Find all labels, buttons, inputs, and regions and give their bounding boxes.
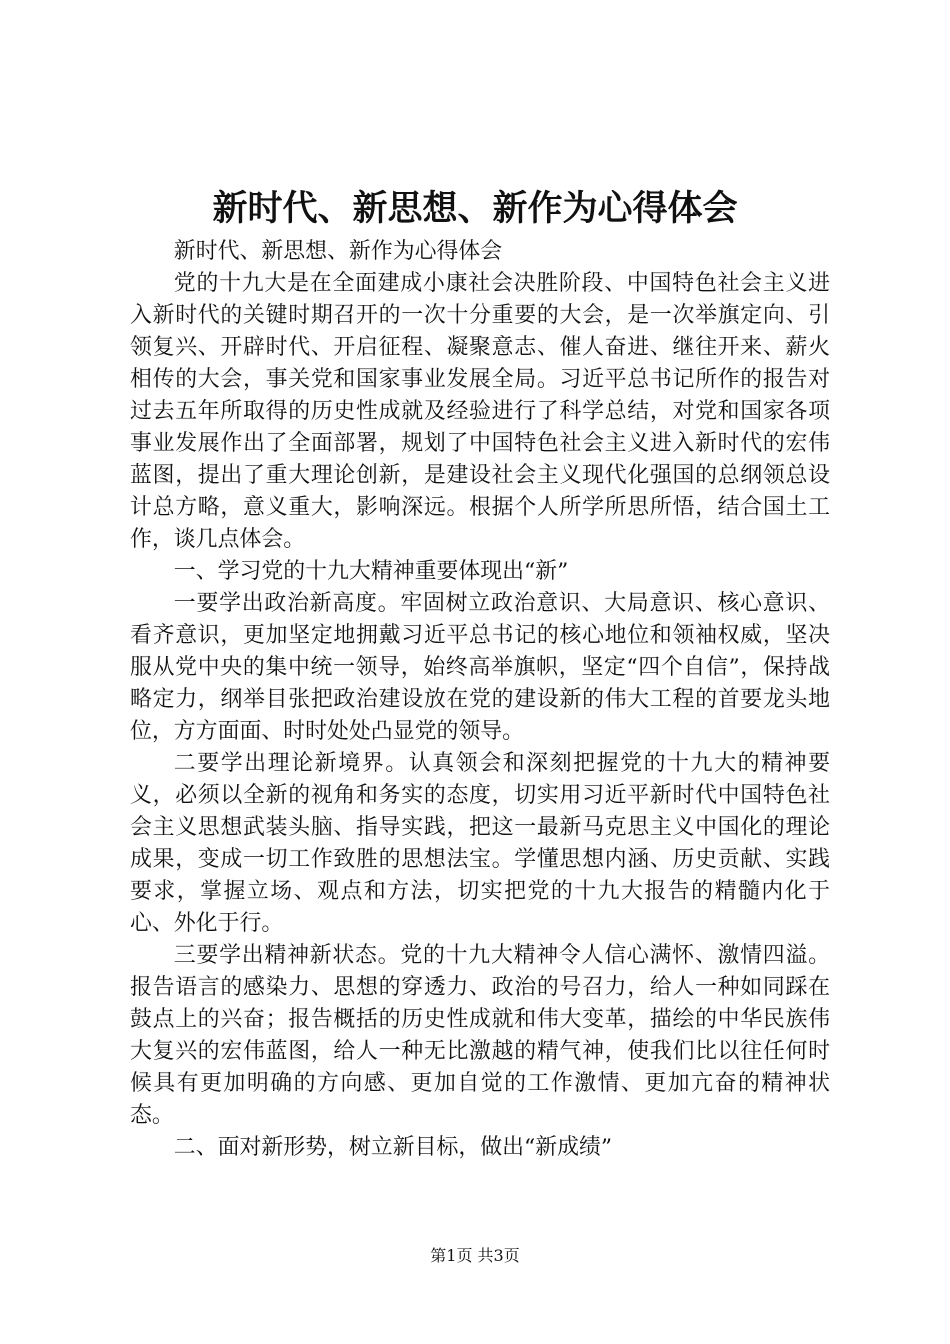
- paragraph-theory: 二要学出理论新境界。认真领会和深刻把握党的十九大的精神要义，必须以全新的视角和务实的态度，切实用习近平新时代中国特色社会主义思想武装头脑、指导实践，把这一最新马克思主义中国化的理论成果，变成一切工作致胜的思想法宝。学懂思想内涵、历史贡献、实践要求，掌握立场、观点和方法，切实把党的十九大报告的精髓内化于心、外化于行。: [130, 751, 830, 936]
- section-heading-1: 一、学习党的十九大精神重要体现出“新”: [173, 559, 569, 584]
- section-heading-2: 二、面对新形势，树立新目标，做出“新成绩”: [173, 1135, 613, 1160]
- document-title: 新时代、新思想、新作为心得体会: [212, 188, 738, 229]
- page-number-footer: 第1页 共3页: [430, 1246, 520, 1265]
- paragraph-spirit: 三要学出精神新状态。党的十九大精神令人信心满怀、激情四溢。报告语言的感染力、思想的穿透力、政治的号召力，给人一种如同踩在鼓点上的兴奋；报告概括的历史性成就和伟大变革，描绘的中华民族伟大复兴的宏伟蓝图，给人一种无比激越的精气神，使我们比以往任何时候具有更加明确的方向感、更加自觉的工作激情、更加亢奋的精神状态。: [130, 943, 830, 1128]
- paragraph-political: 一要学出政治新高度。牢固树立政治意识、大局意识、核心意识、看齐意识，更加坚定地拥戴习近平总书记的核心地位和领袖权威，坚决服从党中央的集中统一领导，始终高举旗帜，坚定“四个自信”，保持战略定力，纲举目张把政治建设放在党的建设新的伟大工程的首要龙头地位，方方面面、时时处处凸显党的领导。: [130, 591, 830, 744]
- paragraph-subtitle: 新时代、新思想、新作为心得体会: [173, 239, 503, 264]
- document-body: [130, 236, 830, 1164]
- paragraph-intro: 党的十九大是在全面建成小康社会决胜阶段、中国特色社会主义进入新时代的关键时期召开的一次十分重要的大会，是一次举旗定向、引领复兴、开辟时代、开启征程、凝聚意志、催人奋进、继往开来、薪火相传的大会，事关党和国家事业发展全局。习近平总书记所作的报告对过去五年所取得的历史性成就及经验进行了科学总结，对党和国家各项事业发展作出了全面部署，规划了中国特色社会主义进入新时代的宏伟蓝图，提出了重大理论创新，是建设社会主义现代化强国的总纲领总设计总方略，意义重大，影响深远。根据个人所学所思所悟，结合国土工作，谈几点体会。: [130, 271, 830, 552]
